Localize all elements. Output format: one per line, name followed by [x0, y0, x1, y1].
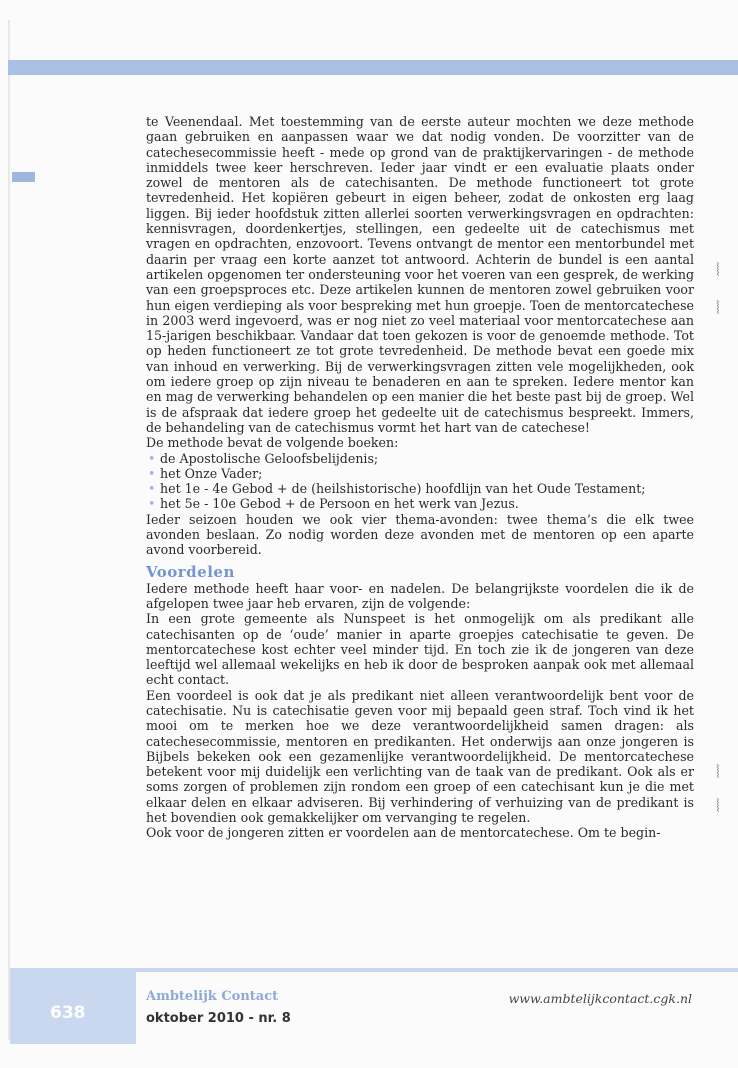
body-paragraph: In een grote gemeente als Nunspeet is het onmogelijk om als predikant alle catechisanten op de ‘oude’ manier in aparte groepjes catechisatie te geven. De mentorcatechese kost echter veel minder tijd. En toch zie ik de jongeren van deze leeftijd wel allemaal wekelijks en heb ik door de besproken aanpak ook met allemaal echt contact.	[146, 611, 694, 688]
binder-clip-icon: ⦚	[716, 762, 720, 783]
page-edge	[8, 20, 10, 1040]
body-paragraph: te Veenendaal. Met toestemming van de eerste auteur mochten we deze methode gaan gebruiken en aanpassen waar we dat nodig vonden. De voorzitter van de catechesecommissie heeft - mede op grond van de praktijkervaringen - de methode inmiddels twee keer herschreven. Ieder jaar vindt er een evaluatie plaats onder zowel de mentoren als de catechisanten. De methode functioneert tot grote tevredenheid. Het kopiëren gebeurt in eigen beheer, zodat de onkosten erg laag liggen. Bij ieder hoofdstuk zitten allerlei soorten verwerkingsvragen en opdrachten: kennisvragen, doordenkertjes, stellingen, een gedeelte uit de catechismus met vragen en opdrachten, enzovoort. Tevens ontvangt de mentor een mentorbundel met daarin per vraag een korte aanzet tot antwoord. Achterin de bundel is een aantal artikelen opgenomen ter ondersteuning voor het voeren van een gesprek, de werking van een groepsproces etc. Deze artikelen kunnen de mentoren zowel gebruiken voor hun eigen verdieping als voor bespreking met hun groepje. Toen de mentorcatechese in 2003 werd ingevoerd, was er nog niet zo veel materiaal voor mentorcatechese aan 15-jarigen beschikbaar. Vandaar dat toen gekozen is voor de genoemde methode. Tot op heden functioneert ze tot grote tevredenheid. De methode bevat een goede mix van inhoud en verwerking. Bij de verwerkingsvragen zitten vele mogelijkheden, ook om iedere groep op zijn niveau te benaderen en aan te spreken. Iedere mentor kan en mag de verwerking behandelen op een manier die het beste past bij de groep. Wel is de afspraak dat iedere groep het gedeelte uit de catechismus bespreekt. Immers, de behandeling van de catechismus vormt het hart van de catechese!	[146, 114, 695, 435]
bullet-icon: •	[148, 481, 156, 497]
section-heading: Voordelen	[146, 562, 235, 581]
book-list	[146, 451, 694, 512]
bullet-icon: •	[148, 465, 156, 481]
body-paragraph: Ook voor de jongeren zitten er voordelen aan de mentorcatechese. Om te begin-	[146, 825, 661, 841]
margin-tab	[12, 172, 35, 182]
body-paragraph: Een voordeel is ook dat je als predikant niet alleen verantwoordelijk bent voor de catechisatie. Nu is catechisatie geven voor mij bepaald geen straf. Toch vind ik het mooi om te merken hoe we deze verantwoordelijkheid samen dragen: als catechesecommissie, mentoren en predikanten. Het onderwijs aan onze jongeren is Bijbels bekeken ook een gezamenlijke verantwoordelijkheid. De mentorcatechese betekent voor mij duidelijk een verlichting van de taak van de predikant. Ook als er soms zorgen of problemen zijn rondom een groep of een catechisant kun je die met elkaar delen en elkaar adviseren. Bij verhindering of verhuizing van de predikant is het bovendien ook gemakkelijker om vervanging te regelen.	[146, 687, 694, 826]
list-item: • de Apostolische Geloofsbelijdenis;	[148, 450, 379, 466]
list-item: • het 1e - 4e Gebod + de (heilshistorische) hoofdlijn van het Oude Testament;	[148, 481, 646, 497]
article-body	[146, 114, 694, 841]
binder-clip-icon: ⦚	[716, 796, 720, 817]
body-paragraph: Ieder seizoen houden we ook vier thema-avonden: twee thema’s die elk twee avonden beslaan. Zo nodig worden deze avonden met de mentoren op een aparte avond voorbereid.	[146, 511, 694, 558]
issue-label: oktober 2010 - nr. 8	[146, 1011, 291, 1026]
page-number: 638	[50, 1003, 86, 1023]
body-paragraph: Iedere methode heeft haar voor- en nadelen. De belangrijkste voordelen die ik de afgelopen twee jaar heb ervaren, zijn de volgende:	[146, 580, 694, 611]
website-url: www.ambtelijkcontact.cgk.nl	[508, 991, 692, 1006]
binder-clip-icon: ⦚	[716, 298, 720, 319]
body-paragraph: De methode bevat de volgende boeken:	[146, 435, 399, 451]
bullet-icon: •	[148, 496, 156, 512]
binder-clip-icon: ⦚	[716, 260, 720, 281]
magazine-title: Ambtelijk Contact	[146, 989, 279, 1004]
bullet-icon: •	[148, 450, 156, 466]
list-item: • het 5e - 10e Gebod + de Persoon en het werk van Jezus.	[148, 496, 519, 512]
list-item: • het Onze Vader;	[148, 465, 263, 481]
header-band	[8, 60, 738, 75]
